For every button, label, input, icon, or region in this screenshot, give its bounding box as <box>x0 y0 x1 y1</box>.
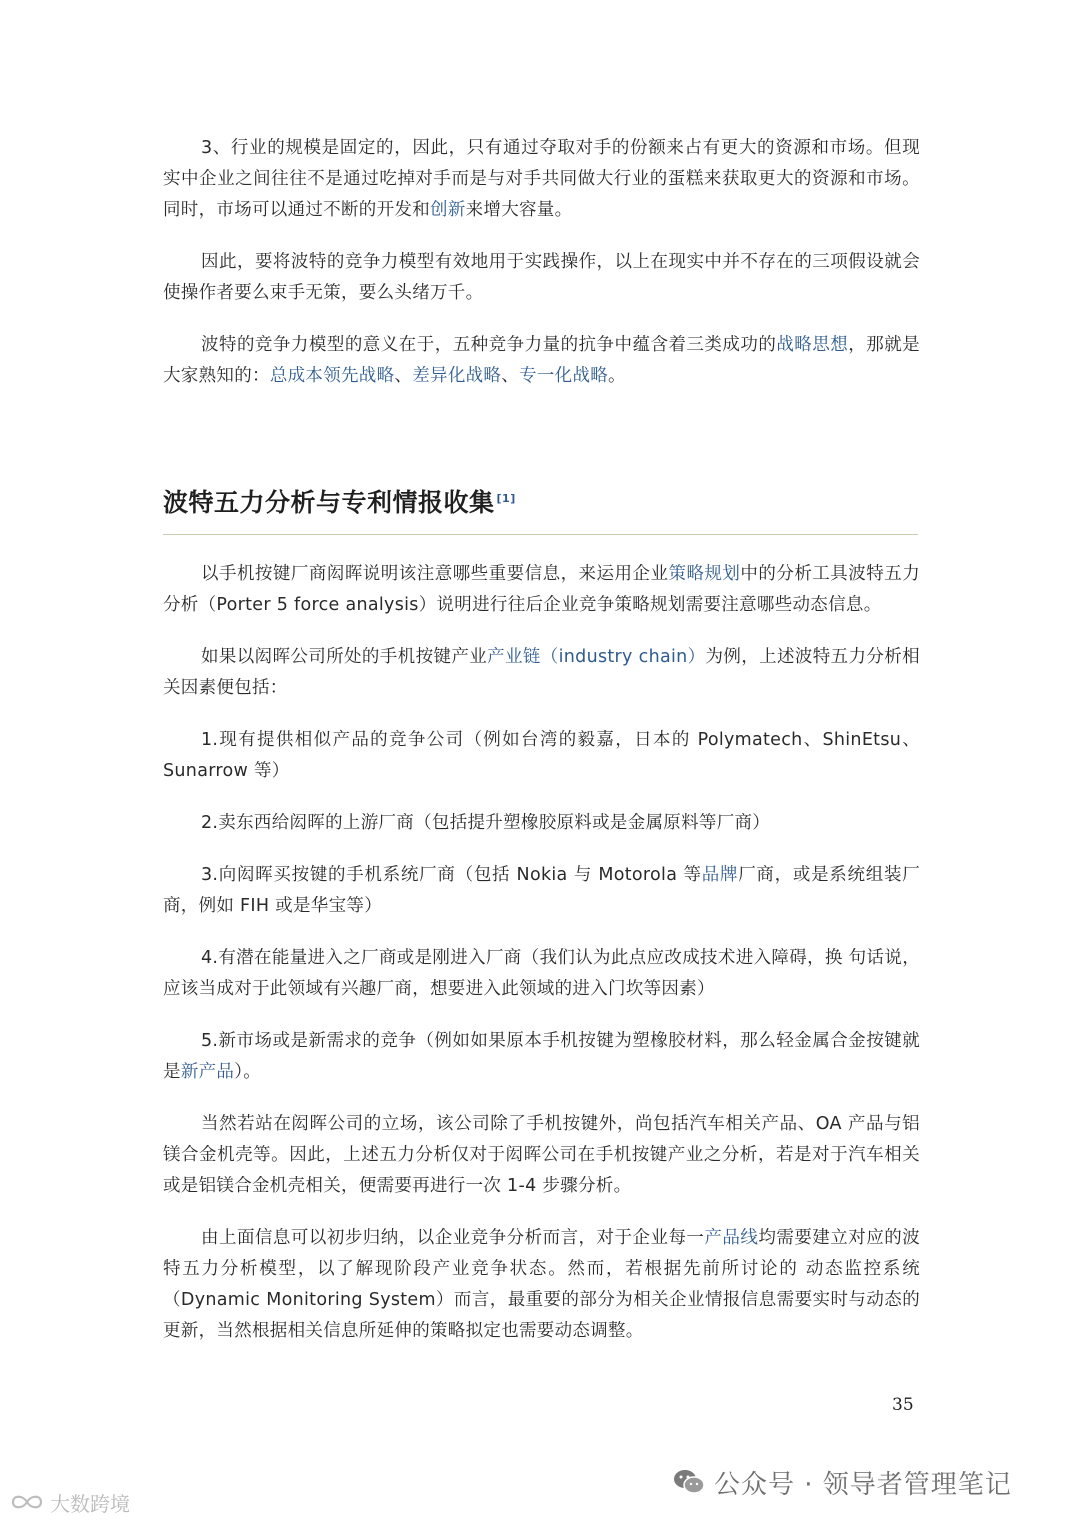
intro-text-block <box>163 133 920 413</box>
paragraph <box>163 1109 920 1202</box>
paragraph-text: 由上面信息可以初步归纳，以企业竞争分析而言，对于企业每一 <box>201 1228 705 1248</box>
inline-link[interactable]: 策略规划 <box>668 564 741 584</box>
paragraph-text: ，那就是大家熟知的： <box>163 335 920 386</box>
paragraph-text: 2.卖东西给闳晖的上游厂商（包括提升塑橡胶原料或是金属原料等厂商） <box>201 813 771 833</box>
paragraph-text: 为例，上述波特五力分析相关因素便包括： <box>163 647 920 698</box>
paragraph-text: 3、行业的规模是固定的，因此，只有通过夺取对手的份额来占有更大的资源和市场。但现实中企业之间往往不是通过吃掉对手而是与对手共同做大行业的蛋糕来获取更大的资源和市场。同时，市场可以通过不断的开发和 <box>163 138 920 220</box>
brand-watermark-text: 大数跨境 <box>50 1491 130 1516</box>
paragraph <box>163 860 920 922</box>
paragraph-text: 以手机按键厂商闳晖说明该注意哪些重要信息，来运用企业 <box>201 564 669 584</box>
paragraph-text: 波特的竞争力模型的意义在于，五种竞争力量的抗争中蕴含着三类成功的 <box>201 335 777 355</box>
inline-link[interactable]: 产品线 <box>704 1228 759 1248</box>
brand-watermark <box>10 1487 130 1517</box>
paragraph-text: 来增大容量。 <box>465 200 573 220</box>
section-heading-text: 波特五力分析与专利情报收集 <box>163 488 495 517</box>
footnote-link[interactable]: [1] <box>496 491 516 505</box>
paragraph <box>163 808 920 839</box>
paragraph-text: 如果以闳晖公司所处的手机按键产业 <box>201 647 488 667</box>
paragraph <box>163 1026 920 1088</box>
section-divider <box>163 534 918 535</box>
paragraph <box>163 133 920 226</box>
wechat-watermark-text: 公众号 · 领导者管理笔记 <box>714 1469 1012 1500</box>
paragraph <box>163 559 920 621</box>
wechat-watermark <box>672 1462 1012 1502</box>
paragraph-text: 4.有潜在能量进入之厂商或是刚进入厂商（我们认为此点应改成技术进入障碍，换 句话说，应该当成对于此领域有兴趣厂商，想要进入此领域的进入门坎等因素） <box>163 948 920 999</box>
paragraph-text: 。 <box>608 366 626 386</box>
paragraph-text: 均需要建立对应的波特五力分析模型，以了解现阶段产业竞争状态。然而，若根据先前所讨论的 动态监控系统（Dynamic Monitoring System）而言，最重要的部分为相关企业情报信息需要实时与动态的更新，当然根据相关信息所延伸的策略拟定也需要动态调整。 <box>163 1228 920 1341</box>
inline-link[interactable]: 专一化战略 <box>519 366 609 386</box>
inline-link[interactable]: 创新 <box>430 200 466 220</box>
paragraph <box>163 1223 920 1347</box>
page-number: 35 <box>892 1395 914 1415</box>
inline-link[interactable]: 总成本领先战略 <box>269 366 395 386</box>
paragraph <box>163 725 920 787</box>
paragraph <box>163 642 920 704</box>
paragraph-text: 、 <box>394 366 413 386</box>
paragraph-text: ）。 <box>234 1062 262 1082</box>
paragraph-text: 3.向闳晖买按键的手机系统厂商（包括 Nokia 与 Motorola 等 <box>201 865 702 885</box>
section-body <box>163 559 920 1368</box>
paragraph-text: 、 <box>501 366 520 386</box>
paragraph-text: 当然若站在闳晖公司的立场，该公司除了手机按键外，尚包括汽车相关产品、OA 产品与铝镁合金机壳等。因此，上述五力分析仅对于闳晖公司在手机按键产业之分析，若是对于汽车相关或是铝镁合金机壳相关，便需要再进行一次 1-4 步骤分析。 <box>163 1114 920 1196</box>
inline-link[interactable]: 新产品 <box>180 1062 235 1082</box>
paragraph-text: 厂商，或是系统组装厂商，例如 FIH 或是华宝等） <box>163 865 920 916</box>
inline-link[interactable]: 品牌 <box>701 865 739 885</box>
paragraph <box>163 943 920 1005</box>
paragraph <box>163 247 920 309</box>
inline-link[interactable]: 产业链（industry chain） <box>487 647 706 667</box>
paragraph-text: 中的分析工具波特五力分析（Porter 5 force analysis）说明进行往后企业竞争策略规划需要注意哪些动态信息。 <box>163 564 921 615</box>
brand-logo-icon <box>10 1491 44 1513</box>
inline-link[interactable]: 差异化战略 <box>412 366 502 386</box>
wechat-icon <box>672 1467 706 1497</box>
section-heading <box>163 483 516 519</box>
paragraph-text: 因此，要将波特的竞争力模型有效地用于实践操作，以上在现实中并不存在的三项假设就会使操作者要么束手无策，要么头绪万千。 <box>163 252 920 303</box>
paragraph-text: 5.新市场或是新需求的竞争（例如如果原本手机按键为塑橡胶材料，那么轻金属合金按键就是 <box>163 1031 920 1082</box>
paragraph-text: 1.现有提供相似产品的竞争公司（例如台湾的毅嘉，日本的 Polymatech、ShinEtsu、Sunarrow 等） <box>163 730 920 781</box>
inline-link[interactable]: 战略思想 <box>776 335 849 355</box>
paragraph <box>163 330 920 392</box>
